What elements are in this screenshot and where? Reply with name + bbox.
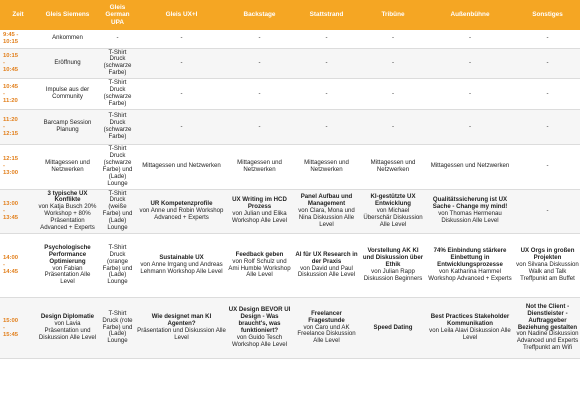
session-details: von Katja Busch 20% Workshop + 80% Präsentation Advanced + Experts — [38, 203, 97, 232]
session-cell — [99, 110, 136, 145]
session-details: von Anne und Robin Workshop Advanced + Experts — [139, 206, 224, 221]
session-details: T-Shirt Druck (schwarze Farbe) — [103, 112, 132, 141]
session-cell — [292, 79, 361, 110]
time-line: - — [3, 262, 5, 268]
table-body — [0, 30, 580, 359]
session-details: - — [546, 89, 549, 97]
session-details: - — [546, 34, 549, 42]
session-title: Design Diplomatie — [40, 313, 95, 321]
session-title: Feedback geben — [235, 250, 284, 258]
session-title: Wie designet man KI Agenten? — [151, 313, 212, 328]
time-line: 12:15 — [3, 156, 19, 163]
time-slot — [0, 189, 36, 233]
session-cell — [515, 234, 580, 298]
session-cell — [36, 298, 99, 359]
session-cell — [515, 189, 580, 233]
time-line: 11:20 — [3, 97, 18, 104]
session-title: UX Design BEVOR UI Design - Was braucht's, was funktioniert? — [228, 306, 291, 334]
session-cell — [292, 234, 361, 298]
time-line: - — [3, 59, 5, 66]
table-row — [0, 189, 580, 233]
time-line: - — [3, 324, 5, 331]
time-slot — [0, 234, 36, 298]
session-details: Präsentation und Diskussion Alle Level — [137, 327, 226, 341]
session-details: von Lavia Präsentation und Diskussion Alle Level — [38, 320, 97, 341]
session-details: von Nadine Diskussion Advanced und Experts Treffpunkt am Wifi — [516, 330, 579, 352]
session-cell — [227, 189, 292, 233]
session-details: Mittagessen und Netzwerken — [370, 158, 416, 173]
session-details: von Julian Rapp Diskussion Beginners — [363, 267, 423, 282]
session-details: - — [546, 162, 549, 170]
session-details: von Clara, Mona und Nina Diskussion Alle Level — [298, 206, 355, 228]
session-cell — [36, 48, 99, 79]
session-cell — [425, 234, 515, 298]
time-slot — [0, 48, 36, 79]
session-details: - — [180, 122, 183, 130]
session-details: Mittagessen und Netzwerken — [45, 158, 90, 173]
session-details: von Guido Tesch Workshop Alle Level — [231, 333, 288, 348]
session-cell — [292, 30, 361, 48]
session-details: - — [258, 58, 261, 66]
session-title: Freelancer Fragestunde — [308, 309, 345, 324]
session-details: - — [391, 34, 395, 42]
session-details: - — [391, 58, 395, 66]
time-line: 10:15 — [3, 38, 19, 45]
session-cell — [99, 189, 136, 233]
session-details: - — [391, 122, 395, 130]
session-details: T-Shirt Druck (orange Farbe) und (Lade) Lounge — [102, 243, 133, 286]
session-cell — [136, 145, 227, 189]
session-details: - — [325, 34, 328, 42]
time-slot — [0, 30, 36, 48]
session-details: - — [468, 122, 472, 130]
session-cell — [425, 298, 515, 359]
session-details: T-Shirt Druck (rote Farbe) und (Lade) Lounge — [102, 309, 133, 345]
table-header — [0, 0, 580, 30]
session-cell — [36, 30, 99, 48]
header-backstage: Backstage — [227, 0, 292, 30]
session-title: Panel Aufbau und Management — [300, 193, 353, 207]
session-cell — [99, 234, 136, 298]
session-cell — [361, 298, 425, 359]
session-cell — [425, 189, 515, 233]
session-cell — [136, 298, 227, 359]
session-details: Mittagessen und Netzwerken — [237, 158, 282, 173]
session-cell — [425, 110, 515, 145]
session-title: UR Kompetenzprofile — [150, 199, 213, 207]
session-cell — [515, 145, 580, 189]
session-cell — [361, 48, 425, 79]
session-cell — [292, 110, 361, 145]
session-cell — [361, 145, 425, 189]
session-details: von Anne Irrgang und Andreas Lehmann Workshop Alle Level — [140, 261, 223, 275]
time-line: 13:00 — [3, 200, 19, 207]
header-sonstiges: Sonstiges — [515, 0, 580, 30]
session-title: Best Practices Stakeholder Kommunikation — [430, 313, 510, 328]
session-details: T-Shirt Druck (schwarze Farbe) — [103, 79, 132, 108]
session-title: UX Writing im HCD Prozess — [232, 196, 287, 211]
session-details: - — [468, 89, 472, 97]
session-details: von Caro und AK Freelance Diskussion Alle Level — [297, 323, 356, 345]
session-details: Eröffnung — [54, 58, 81, 66]
session-cell — [292, 145, 361, 189]
time-slot — [0, 79, 36, 110]
session-cell — [227, 110, 292, 145]
session-details: Impulse aus der Community — [45, 86, 90, 101]
session-cell — [36, 189, 99, 233]
session-details: - — [116, 34, 119, 42]
session-details: von Fabian Präsentation Alle Level — [44, 264, 91, 286]
header-zeit: Zeit — [0, 0, 36, 30]
session-cell — [227, 30, 292, 48]
time-line: - — [3, 207, 5, 214]
session-cell — [292, 189, 361, 233]
table-row — [0, 79, 580, 110]
session-details: von Katharina Hammel Workshop Advanced + Experts — [428, 267, 512, 282]
table-row — [0, 110, 580, 145]
session-cell — [227, 298, 292, 359]
table-row — [0, 48, 580, 79]
session-details: Mittagessen und Netzwerken — [142, 162, 221, 170]
session-details: von Rolf Schulz und Ami Humble Workshop Alle Level — [228, 257, 291, 279]
session-cell — [36, 79, 99, 110]
session-title: Vorstellung AK KI und Diskussion über Ethik — [362, 247, 424, 269]
header-gleis-ux-i: Gleis UX+I — [136, 0, 227, 30]
session-details: Ankommen — [52, 34, 83, 42]
time-line: 10:45 — [3, 66, 19, 73]
session-details: T-Shirt Druck (schwarze Farbe) — [103, 48, 132, 77]
session-title: Speed Dating — [373, 323, 413, 331]
time-line: 14:45 — [3, 269, 19, 275]
time-line: 11:20 — [3, 116, 18, 123]
session-cell — [136, 48, 227, 79]
session-cell — [99, 145, 136, 189]
session-details: von Michael Überschär Diskussion Alle Level — [363, 206, 423, 228]
session-cell — [136, 30, 227, 48]
session-details: - — [325, 89, 328, 97]
time-line: 12:15 — [3, 130, 19, 137]
time-line: - — [3, 123, 5, 130]
session-cell — [99, 79, 136, 110]
time-line: 15:45 — [3, 331, 19, 338]
session-title: Sustainable UX — [159, 254, 204, 262]
session-details: T-Shirt Druck (schwarze Farbe) und (Lade) Lounge — [102, 145, 133, 187]
table-row — [0, 298, 580, 359]
session-cell — [292, 298, 361, 359]
session-title: 3 typische UX Konflikte — [47, 189, 88, 204]
session-cell — [136, 234, 227, 298]
session-cell — [515, 79, 580, 110]
session-title: Psychologische Performance Optimierung — [44, 243, 91, 265]
session-cell — [292, 48, 361, 79]
session-details: T-Shirt Druck (weiße Farbe) und (Lade) Lounge — [102, 189, 133, 232]
session-cell — [361, 79, 425, 110]
header-tribuene: Tribüne — [361, 0, 425, 30]
session-details: - — [258, 34, 261, 42]
session-cell — [425, 48, 515, 79]
session-details: - — [180, 89, 183, 97]
session-details: Mittagessen und Netzwerken — [430, 162, 510, 170]
header-gleis-german-upa: Gleis German UPA — [99, 0, 136, 30]
session-details: - — [468, 34, 472, 42]
session-title: Qualitätssicherung ist UX Sache - Change my mind! — [432, 196, 508, 211]
session-cell — [227, 79, 292, 110]
session-details: - — [180, 58, 183, 66]
session-details: - — [258, 122, 261, 130]
header-stattstrand: Stattstrand — [292, 0, 361, 30]
session-cell — [361, 234, 425, 298]
table-row — [0, 30, 580, 48]
session-details: Mittagessen und Netzwerken — [304, 158, 349, 173]
header-gleis-siemens: Gleis Siemens — [36, 0, 99, 30]
session-cell — [515, 110, 580, 145]
session-details: - — [546, 122, 549, 130]
session-cell — [99, 30, 136, 48]
session-details: von David und Paul Diskussion Alle Level — [297, 264, 356, 279]
session-details: - — [546, 58, 549, 66]
session-details: von Thomas Hermenau Diskussion Alle Level — [438, 210, 502, 225]
session-cell — [361, 189, 425, 233]
session-cell — [136, 79, 227, 110]
session-title: KI-gestützte UX Entwicklung — [370, 193, 416, 207]
time-slot — [0, 110, 36, 145]
session-details: - — [546, 206, 549, 214]
session-title: Not the Client - Dienstleister - Auftraggeber Beziehung gestalten — [517, 302, 578, 331]
session-cell — [425, 30, 515, 48]
session-cell — [515, 30, 580, 48]
session-cell — [136, 110, 227, 145]
time-line: - — [3, 90, 5, 97]
time-line: 13:00 — [3, 170, 19, 177]
session-cell — [515, 298, 580, 359]
session-details: von Julian und Elika Workshop Alle Level — [231, 210, 288, 225]
table-row — [0, 145, 580, 189]
session-cell — [99, 298, 136, 359]
session-details: - — [325, 122, 328, 130]
header-aussenbuehne: Außenbühne — [425, 0, 515, 30]
session-cell — [36, 110, 99, 145]
session-details: von Silvana Diskussion Walk and Talk Treffpunkt am Buffet — [516, 261, 579, 282]
session-cell — [36, 145, 99, 189]
session-cell — [136, 189, 227, 233]
table-row — [0, 234, 580, 298]
session-title: AI für UX Research in der Praxis — [295, 250, 358, 265]
session-details: Barcamp Session Planung — [43, 119, 92, 134]
time-line: 10:45 — [3, 83, 19, 90]
session-cell — [227, 48, 292, 79]
session-cell — [227, 234, 292, 298]
session-title: 74% Einbindung stärkere Einbettung in Entwicklungsprozesse — [433, 247, 507, 269]
session-title: UX Orgs in großen Projekten — [520, 247, 575, 262]
session-cell — [515, 48, 580, 79]
time-line: 15:00 — [3, 317, 19, 324]
session-details: von Leila Alavi Diskussion Alle Level — [429, 327, 511, 341]
session-cell — [425, 145, 515, 189]
session-cell — [99, 48, 136, 79]
time-slot — [0, 298, 36, 359]
session-cell — [361, 110, 425, 145]
session-details: - — [258, 89, 261, 97]
session-details: - — [325, 58, 328, 66]
session-cell — [425, 79, 515, 110]
session-cell — [36, 234, 99, 298]
time-slot — [0, 145, 36, 189]
time-line: 13:45 — [3, 214, 19, 221]
session-details: - — [391, 89, 395, 97]
session-details: - — [468, 58, 472, 66]
session-cell — [361, 30, 425, 48]
time-line: 10:15 — [3, 52, 19, 59]
session-cell — [227, 145, 292, 189]
session-details: - — [180, 34, 183, 42]
time-line: - — [3, 163, 5, 170]
time-line: 14:00 — [3, 255, 19, 261]
time-line: 9:45 - — [3, 31, 19, 38]
